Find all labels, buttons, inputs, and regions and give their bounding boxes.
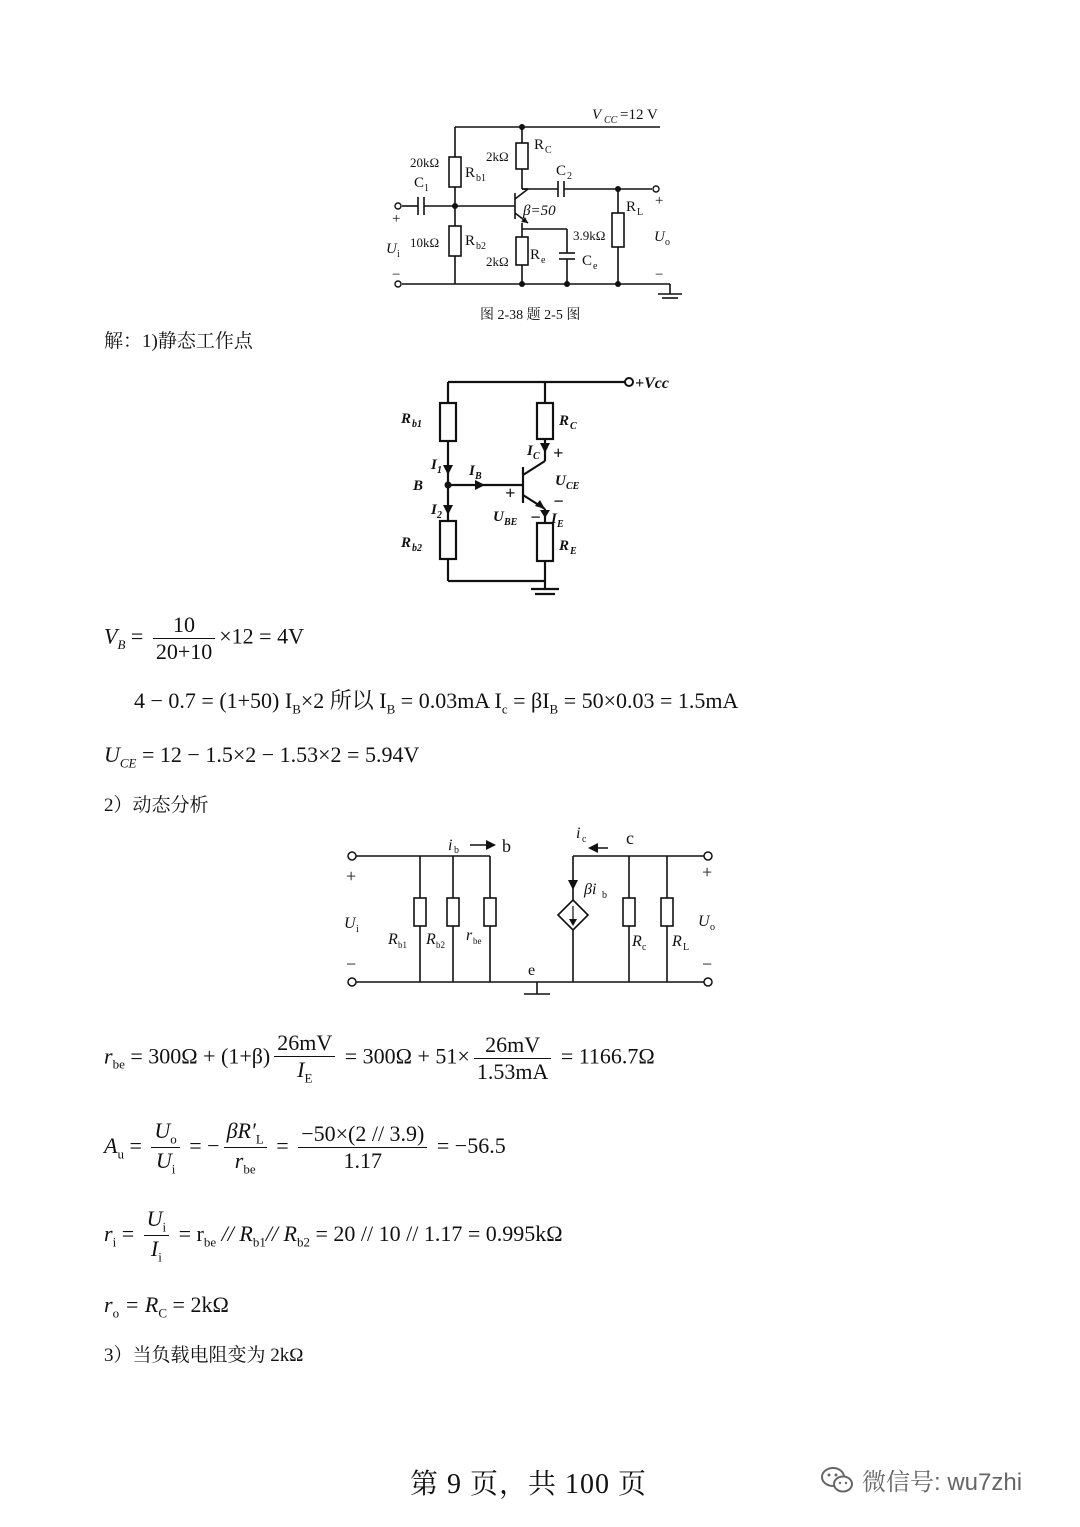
node-c: c	[626, 828, 634, 848]
ui-sub: i	[356, 924, 359, 935]
rbe-sub: be	[473, 936, 482, 946]
c2-label: C	[556, 163, 567, 179]
rb1-sub: b1	[398, 940, 407, 950]
ib-label: I	[469, 463, 475, 479]
rb2-sub: b2	[412, 543, 422, 554]
vcc-label: V	[592, 107, 602, 123]
ube-plus: +	[505, 483, 516, 503]
ce-sub: e	[593, 261, 598, 272]
equation-au: $A_u$ = $\frac{U_o}{U_i}$ = − $\frac{\beta R'_L}{r_{be}}$ = $\frac{-50\times(2 // 3.9)}{1.17}$ = −56.5	[104, 1118, 506, 1177]
rb2-sub: b2	[436, 940, 445, 950]
rb1-value: 20kΩ	[410, 155, 440, 170]
rb2-sub: b2	[476, 241, 486, 252]
equation-vb: $V_B$ = $\frac{10}{20+10}$ ×12 = 4V	[104, 612, 304, 664]
ui-minus: −	[346, 954, 357, 974]
ui-plus: +	[392, 211, 401, 227]
ic-label: I	[527, 443, 533, 459]
uce-label: U	[555, 473, 566, 489]
uo-sub: o	[710, 922, 715, 933]
c2-sub: 2	[567, 171, 572, 182]
ib-sub: b	[454, 845, 459, 856]
re-sub: e	[541, 255, 546, 266]
re-label: R	[559, 538, 570, 554]
rbe-label: r	[466, 927, 473, 944]
rb2-label: R	[401, 535, 412, 551]
c1-sub: 1	[424, 183, 429, 194]
rc-sub: C	[570, 421, 577, 432]
uo-plus: +	[702, 862, 713, 882]
ie-sub: E	[557, 519, 564, 530]
rb1-label: R	[465, 165, 476, 181]
uo-minus: −	[702, 954, 713, 974]
ui-label: U	[344, 915, 356, 932]
uce-sub: CE	[566, 481, 580, 492]
ic-sub: c	[582, 834, 587, 845]
node-b: b	[502, 836, 511, 856]
ce-label: C	[582, 253, 593, 269]
rb1-label: R	[401, 411, 412, 427]
rl-value: 3.9kΩ	[573, 228, 606, 243]
rc-value: 2kΩ	[486, 149, 509, 164]
re-sub: E	[570, 546, 577, 557]
equation-ib-ic: 4 − 0.7 = (1+50) $I_B\times 2$ 所以 $I_B = 0.03mA$ $I_c = \beta I_B = 50\times 0.03 = 1.5mA$	[134, 688, 739, 717]
vcc-value: =12 V	[620, 107, 658, 123]
equation-ri: $r_i$ = $\frac{U_i}{I_i}$ = $r_{be} // R_{b1}//$ $R_{b2} = 20 // 10 // 1.17 = 0.995k\Omega$	[104, 1206, 563, 1265]
beta-ib-sub: b	[602, 890, 607, 901]
rl-sub: L	[637, 207, 644, 218]
rb2-value: 10kΩ	[410, 235, 440, 250]
ib-label: i	[448, 837, 453, 854]
circuit-diagram-amplifier	[380, 95, 700, 305]
rb1-label: R	[388, 931, 398, 948]
rl-label: R	[672, 933, 682, 950]
equation-rbe: $r_{be} = 300\Omega + (1+\beta)$ $\frac{26mV}{I_E}$ = 300Ω + 51× $\frac{26mV}{1.53mA}$ = 1166.7Ω	[104, 1030, 655, 1086]
page-footer: 第 9 页，共 100 页	[410, 1469, 648, 1500]
rb1-sub: b1	[476, 173, 486, 184]
ib-sub: B	[475, 471, 482, 482]
ube-minus: −	[530, 507, 541, 527]
rl-label: R	[626, 199, 637, 215]
ui-plus: +	[346, 866, 357, 886]
rc-sub: c	[642, 942, 647, 953]
rc-label: R	[559, 413, 570, 429]
circuit-diagram-small-signal	[340, 820, 720, 1005]
watermark-text: 微信号: wu7zhi	[862, 1469, 1023, 1496]
ube-label: U	[493, 509, 504, 525]
equation-ro: $r_o = R_C = 2k\Omega$	[104, 1292, 229, 1321]
dynamic-heading: 2）动态分析	[104, 795, 209, 816]
vcc-sub: CC	[604, 115, 618, 126]
solution-heading: 解：1)静态工作点	[104, 331, 253, 352]
rc-label: R	[632, 933, 642, 950]
uce-minus: −	[553, 491, 564, 511]
re-value: 2kΩ	[486, 254, 509, 269]
ube-sub: BE	[504, 517, 518, 528]
wechat-icon	[820, 1465, 854, 1495]
rb2-label: R	[426, 931, 436, 948]
ui-sub: i	[397, 249, 400, 260]
rc-label: R	[534, 137, 545, 153]
uce-plus: +	[553, 443, 564, 463]
i1-label: I	[431, 457, 437, 473]
beta-label: β=50	[523, 203, 556, 219]
re-label: R	[530, 247, 541, 263]
i1-sub: 1	[437, 465, 442, 476]
figure-caption: 图 2-38 题 2-5 图	[480, 308, 581, 323]
rb1-sub: b1	[412, 419, 422, 430]
uo-minus: −	[655, 267, 664, 283]
ie-label: I	[551, 511, 557, 527]
circuit-diagram-dc-bias	[385, 365, 705, 605]
c1-label: C	[414, 175, 425, 191]
ui-label: U	[386, 241, 397, 257]
part3-heading: 3）当负载电阻变为 2kΩ	[104, 1345, 304, 1366]
rb2-label: R	[465, 233, 476, 249]
rc-sub: C	[545, 145, 552, 156]
i2-sub: 2	[437, 510, 442, 521]
equation-uce: $U_{CE} = 12 - 1.5\times 2 - 1.53\times 2 = 5.94V$	[104, 742, 420, 771]
beta-ib-label: βi	[584, 881, 597, 898]
ui-minus: −	[392, 267, 401, 283]
ic-sub: C	[533, 451, 540, 462]
node-e: e	[528, 962, 536, 979]
uo-plus: +	[655, 193, 664, 209]
i2-label: I	[431, 502, 437, 518]
node-b-label: B	[413, 478, 424, 494]
uo-label: U	[698, 913, 710, 930]
uo-label: U	[654, 229, 665, 245]
uo-sub: o	[665, 237, 670, 248]
rl-sub: L	[683, 942, 690, 953]
vcc-label: +Vcc	[635, 375, 669, 392]
watermark	[820, 1462, 1022, 1497]
ic-label: i	[576, 825, 581, 842]
